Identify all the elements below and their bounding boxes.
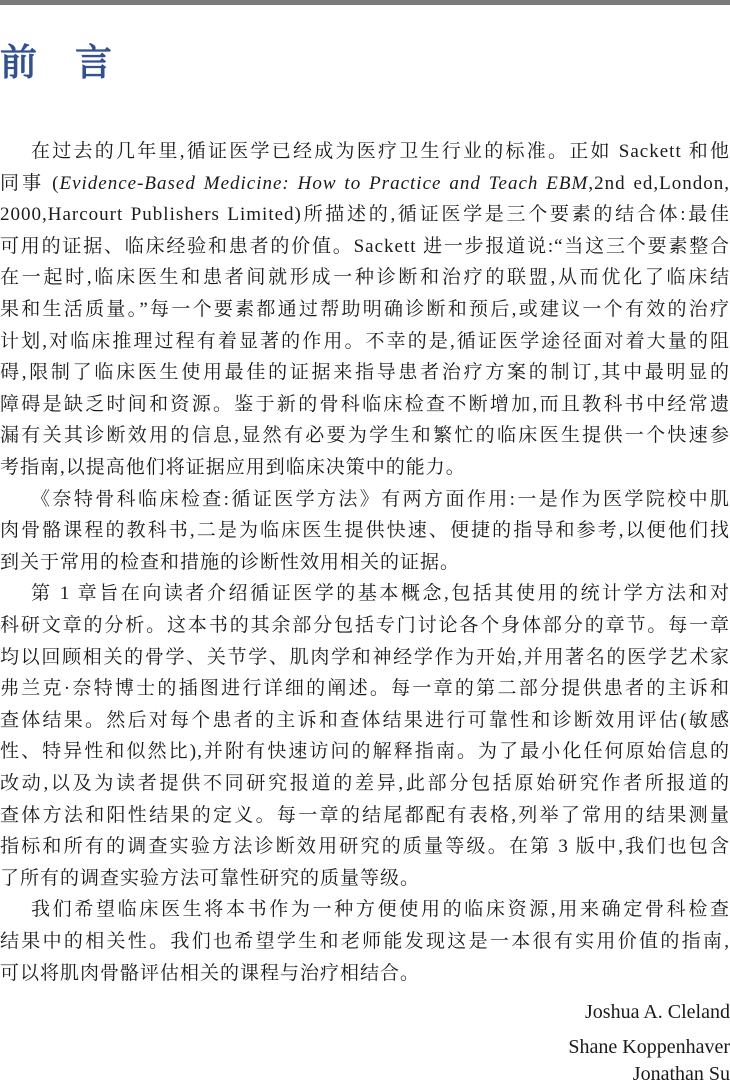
text-line: 指标和所有的调查实验方法诊断效用研究的质量等级。在第 3 版中,我们也包含 xyxy=(0,836,730,858)
text-line: 可以将肌肉骨骼评估相关的课程与治疗相结合。 xyxy=(0,962,421,984)
text-line: 科研文章的分析。这本书的其余部分包括专门讨论各个身体部分的章节。每一章 xyxy=(0,615,730,636)
signature-author: Jonathan Su xyxy=(632,1063,730,1085)
signature-author: Shane Koppenhaver xyxy=(568,1036,730,1058)
book-title-italic: Evidence-Based Medicine: How to Practice and Teach EBM xyxy=(59,172,589,194)
text-line: 均以回顾相关的骨学、关节学、肌肉学和神经学作为开始,并用著名的医学艺术家 xyxy=(0,646,730,668)
title-char: 前 xyxy=(0,41,37,84)
text-line: 性、特异性和似然比),并附有快速访问的解释指南。为了最小化任何原始信息的 xyxy=(0,741,730,763)
text-line: 肉骨骼课程的教科书,二是为临床医生提供快速、便捷的指导和参考,以便他们找 xyxy=(0,520,730,542)
text-line: 考指南,以提高他们将证据应用到临床决策中的能力。 xyxy=(0,457,466,478)
text-line: 在过去的几年里,循证医学已经成为医疗卫生行业的标准。正如 Sackett 和他 xyxy=(31,141,730,162)
text-line: 可用的证据、临床经验和患者的价值。Sackett 进一步报道说:“当这三个要素整合 xyxy=(0,235,730,257)
top-rule xyxy=(0,0,730,5)
title-char: 言 xyxy=(75,41,112,84)
text-line: 漏有关其诊断效用的信息,显然有必要为学生和繁忙的临床医生提供一个快速参 xyxy=(0,425,730,447)
page-title xyxy=(0,38,112,88)
text-line: 第 1 章旨在向读者介绍循证医学的基本概念,包括其使用的统计学方法和对 xyxy=(31,583,730,605)
text-line: 改动,以及为读者提供不同研究报道的差异,此部分包括原始研究作者所报道的 xyxy=(0,773,730,794)
text-line: 到关于常用的检查和措施的诊断性效用相关的证据。 xyxy=(0,551,461,573)
text-line xyxy=(0,168,730,200)
text-line: 弗兰克·奈特博士的插图进行详细的阐述。每一章的第二部分提供患者的主诉和 xyxy=(0,678,730,700)
text-line: 查体方法和阳性结果的定义。每一章的结尾都配有表格,列举了常用的结果测量 xyxy=(0,804,730,826)
text-line: 了所有的调查实验方法可靠性研究的质量等级。 xyxy=(0,867,421,889)
text-segment: ,2nd ed,London, xyxy=(588,172,730,194)
text-segment: 同事 ( xyxy=(0,172,60,194)
text-line: 果和生活质量。”每一个要素都通过帮助明确诊断和预后,或建议一个有效的治疗 xyxy=(0,299,730,320)
text-line: 结果中的相关性。我们也希望学生和老师能发现这是一本很有实用价值的指南, xyxy=(0,931,730,952)
text-line: 查体结果。然后对每个患者的主诉和查体结果进行可靠性和诊断效用评估(敏感 xyxy=(0,709,730,731)
text-line: 《奈特骨科临床检查:循证医学方法》有两方面作用:一是作为医学院校中肌 xyxy=(31,488,730,510)
text-line: 计划,对临床推理过程有着显著的作用。不幸的是,循证医学途径面对着大量的阻 xyxy=(0,330,730,352)
text-line: 2000,Harcourt Publishers Limited)所描述的,循证医学是三个要素的结合体:最佳 xyxy=(0,204,730,226)
text-line: 碍,限制了临床医生使用最佳的证据来指导患者治疗方案的制订,其中最明显的 xyxy=(0,362,730,384)
text-line: 我们希望临床医生将本书作为一种方便使用的临床资源,用来确定骨科检查 xyxy=(31,899,730,921)
text-line: 障碍是缺乏时间和资源。鉴于新的骨科临床检查不断增加,而且教科书中经常遗 xyxy=(0,393,730,415)
text-line: 在一起时,临床医生和患者间就形成一种诊断和治疗的联盟,从而优化了临床结 xyxy=(0,267,730,289)
signature-author: Joshua A. Cleland xyxy=(585,1001,730,1023)
